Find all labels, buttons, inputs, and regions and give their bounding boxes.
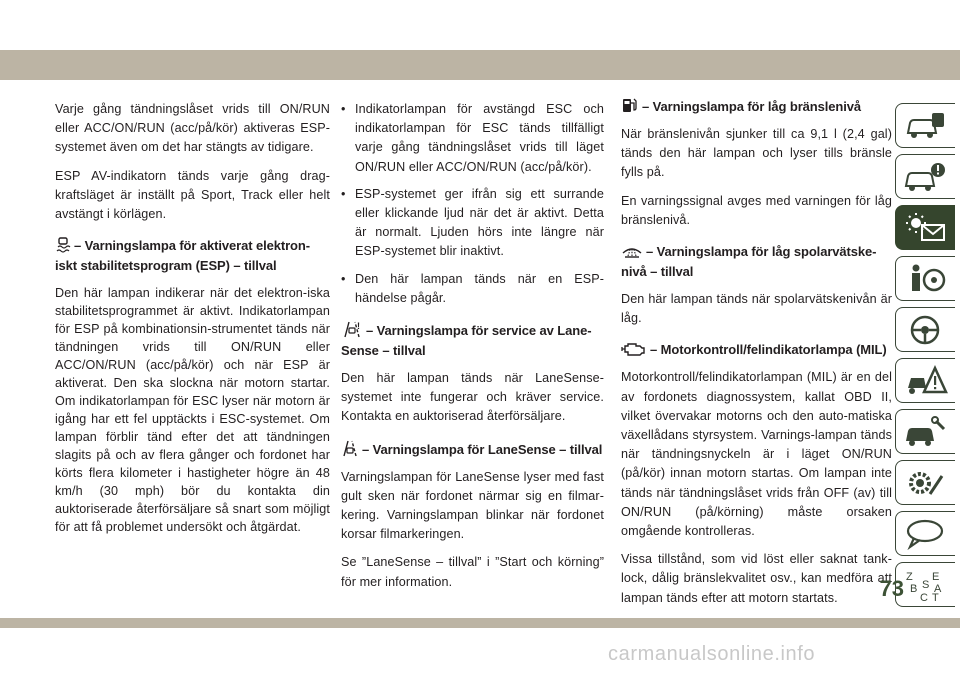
- heading-text: – Varningslampa för service av Lane-Sense – tillval: [341, 323, 592, 359]
- tab-safety[interactable]: [895, 256, 955, 301]
- header-band: [0, 50, 960, 80]
- wrench-car-icon: [902, 415, 948, 449]
- section-heading-lanesense: [341, 439, 604, 460]
- steering-wheel-icon: [902, 313, 948, 347]
- esp-skid-icon: [55, 237, 71, 253]
- alphabet-index-icon: [902, 568, 948, 602]
- list-item: • Indikatorlampan för avstängd ESC och indikatorlampan för ESC tänds tillfälligt varje gång tändningslåset vrids till läget ON/RUN eller ACC/ON/RUN (acc/på/kör).: [341, 100, 604, 177]
- svg-text:S: S: [922, 579, 930, 591]
- paragraph: När bränslenivån sjunker till ca 9,1 l (2,4 gal) tänds den här lampan och lyser tills bränsle fylls på.: [621, 127, 892, 180]
- section-heading-low-fuel: [621, 96, 892, 117]
- tab-instrument-cluster[interactable]: [895, 205, 955, 250]
- bullet-list: [341, 100, 604, 308]
- paragraph: Den här lampan tänds när LaneSense-systemet inte fungerar och kräver service. Kontakta en auktoriserad återförsäljare.: [341, 371, 604, 424]
- tab-introduction[interactable]: [895, 103, 955, 148]
- warning-triangle-icon: [902, 364, 948, 398]
- section-heading-lanesense-service: [341, 320, 604, 361]
- warning-light-envelope-icon: [902, 211, 948, 245]
- paragraph: Varningslampan för LaneSense lyser med fast gult sken när fordonet närmar sig en filmar-kering. Varningslampan blinkar när fordonet korsar filmarkeringen.: [341, 469, 604, 542]
- tab-emergencies[interactable]: [895, 358, 955, 403]
- car-alert-icon: [902, 160, 948, 194]
- paragraph: En varningssignal avges med varningen för låg bränslenivå.: [621, 193, 892, 227]
- svg-text:E: E: [932, 571, 940, 583]
- tab-multimedia[interactable]: [895, 511, 955, 556]
- tab-index[interactable]: [895, 562, 955, 607]
- paragraph: Den här lampan tänds när spolarvätskenivån är låg.: [621, 292, 892, 326]
- gear-wrench-icon: [902, 466, 948, 500]
- tab-servicing-and-maintenance[interactable]: [895, 409, 955, 454]
- section-tabs: [895, 103, 960, 613]
- footer-band: [0, 618, 960, 628]
- page-number: 73: [879, 576, 904, 601]
- heading-text: – Varningslampa för aktiverat elektron-iskt stabilitetsprogram (ESP) – tillval: [55, 238, 310, 274]
- lanesense-service-icon: [341, 320, 363, 338]
- watermark-text: carmanualsonline.info: [608, 643, 816, 665]
- paragraph: Vissa tillstånd, som vid löst eller saknat tank-lock, dålig bränslekvalitet osv., kan medföra att lampan tänds efter att motorn startats.: [621, 552, 892, 605]
- list-item: • ESP-systemet ger ifrån sig ett surrande eller klickande ljud när det är aktivt. Detta är normalt. Ljuden hörs inte längre när ESP-systemet blir inaktivt.: [341, 185, 604, 262]
- car-info-icon: [902, 109, 948, 143]
- svg-text:T: T: [932, 592, 939, 602]
- section-heading-washer-fluid: [621, 242, 892, 282]
- tab-starting-and-operating[interactable]: [895, 307, 955, 352]
- heading-text: – Motorkontroll/felindikatorlampa (MIL): [650, 342, 887, 358]
- paragraph: ESP AV-indikatorn tänds varje gång drag-kraftsläget är inställt på Sport, Track eller helt avstängt i körlägen.: [55, 168, 330, 222]
- svg-text:!: !: [357, 321, 360, 332]
- heading-text: – Varningslampa för låg bränslenivå: [642, 99, 862, 114]
- section-heading-esp-active: [55, 236, 330, 276]
- section-heading-mil: [621, 340, 892, 360]
- svg-text:B: B: [910, 583, 918, 595]
- paragraph: Den här lampan indikerar när det elektron-iska stabilitetsprogrammet är aktivt. Indikatorlampan för ESP på kombinationsin-strumentet tänds när tändningen vrids till ON/RUN eller ACC/ON/RUN (acc/på/kör) och när ESP är aktiverat. Den ska slockna när motorn startar. Om indikatorlampan för ESC lyser när motorn är igång har ett fel upptäckts i ESC-systemet. Om lampan förblir tänd efter det att tändningen slagits på och av flera gånger och fordonet har körts flera kilometer i hastigheter högre än 48 km/h (30 mph) bör du kontakta din auktoriserade återförsäljare så snart som möjligt för att få problemet undersökt och åtgärdat.: [55, 286, 330, 535]
- tab-getting-to-know[interactable]: [895, 154, 955, 199]
- lanesense-icon: [341, 439, 359, 457]
- heading-text: – Varningslampa för LaneSense – tillval: [362, 441, 603, 457]
- washer-fluid-icon: [621, 243, 643, 259]
- list-item: • Den här lampan tänds när en ESP-händelse pågår.: [341, 270, 604, 308]
- fuel-pump-icon: [621, 96, 639, 114]
- paragraph: Motorkontroll/felindikatorlampan (MIL) är en del av fordonets diagnossystem, kallat OBD II, vilket övervakar motorns och den auto-matiska växellådans styrsystem. Varnings-lampan tänds när tändningsnyckeln är i läget ON/RUN (på/kör) innan motorn startas. Om lampan inte tänds när tändningslåset vrids från OFF (av) till ON/RUN (på/körning) måste orsaken omgående kontrolleras.: [621, 370, 892, 539]
- check-engine-icon: [621, 341, 647, 357]
- column-2: [341, 100, 604, 601]
- column-1: [55, 100, 330, 545]
- svg-text:A: A: [934, 583, 942, 595]
- paragraph: Varje gång tändningslåset vrids till ON/RUN eller ACC/ON/RUN (acc/på/kör) aktiveras ESP-systemet även om det har stängts av tidigare.: [55, 102, 330, 155]
- svg-text:C: C: [920, 592, 928, 602]
- column-3: [621, 96, 892, 617]
- tab-technical-specifications[interactable]: [895, 460, 955, 505]
- speech-bubble-icon: [902, 517, 948, 551]
- heading-text: – Varningslampa för låg spolarvätske-nivå – tillval: [621, 244, 877, 280]
- svg-text:Z: Z: [906, 571, 913, 583]
- paragraph: Se ”LaneSense – tillval” i ”Start och körning” för mer information.: [341, 555, 604, 589]
- seatbelt-airbag-icon: [902, 262, 948, 296]
